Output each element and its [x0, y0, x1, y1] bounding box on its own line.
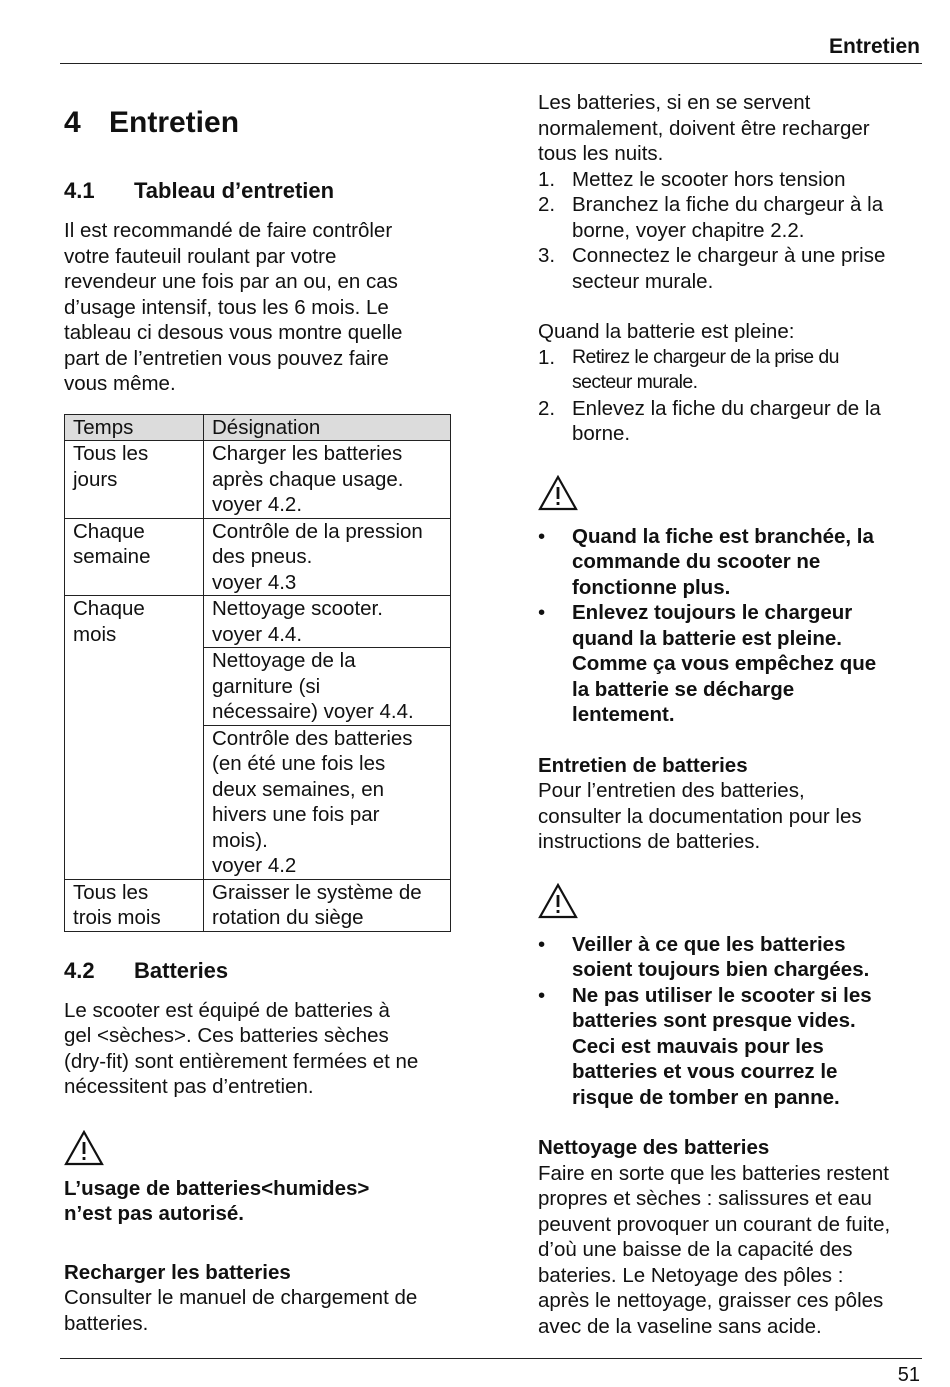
text-line: instructions de batteries. — [538, 830, 761, 853]
time-cell — [65, 596, 204, 880]
chapter-title — [64, 106, 464, 166]
cell-line: Chaque — [73, 519, 145, 543]
task-cell — [204, 648, 451, 726]
text-line: secteur murale. — [572, 371, 698, 393]
bullet-icon: • — [538, 983, 546, 1007]
battery-cleaning-heading: Nettoyage des batteries — [538, 1136, 770, 1159]
list-item — [538, 243, 923, 294]
text-line: peuvent provoquer un courant de fuite, — [538, 1212, 891, 1236]
text-line: Consulter le manuel de chargement de — [64, 1286, 418, 1309]
step-number: 1. — [538, 167, 556, 191]
text-line: Pour l’entretien des batteries, — [538, 779, 805, 802]
table-row — [65, 518, 451, 596]
section-4-1-heading — [64, 178, 464, 204]
time-cell — [65, 441, 204, 519]
text-line: Ne pas utiliser le scooter si les — [572, 983, 872, 1007]
table-header-row — [65, 414, 451, 441]
cell-line: Chaque — [73, 597, 145, 620]
cell-line: Graisser le système de — [212, 880, 422, 904]
text-line: Connectez le chargeur à une prise — [572, 244, 886, 267]
text-line: bateries. Le Netoyage des pôles : — [538, 1263, 844, 1287]
text-line: Veiller à ce que les batteries — [572, 932, 846, 956]
recharge-text — [64, 1285, 464, 1336]
table-row — [65, 441, 451, 519]
bullet-icon: • — [538, 601, 546, 624]
cell-line: deux semaines, en — [212, 777, 385, 801]
text-line: nécessitent pas d’entretien. — [64, 1075, 314, 1098]
text-line: batteries. — [64, 1311, 149, 1335]
text-line: fonctionne plus. — [572, 575, 731, 599]
warning-block — [64, 1130, 464, 1227]
cell-line: Contrôle des batteries — [212, 726, 413, 750]
list-item — [538, 396, 923, 447]
text-line: revendeur une fois par an ou, en cas — [64, 270, 398, 293]
list-item — [538, 524, 923, 601]
full-battery-steps — [538, 345, 923, 447]
header-rule — [60, 63, 922, 64]
cell-line: jours — [73, 467, 118, 491]
page-number: 51 — [897, 1364, 920, 1386]
section-4-2-heading — [64, 958, 464, 984]
bullet-icon: • — [538, 524, 546, 548]
list-item — [538, 932, 923, 983]
cell-line: voyer 4.4. — [212, 622, 303, 646]
recharge-heading: Recharger les batteries — [64, 1260, 291, 1284]
text-line: Les batteries, si en se servent — [538, 91, 811, 114]
text-line: risque de tomber en panne. — [572, 1085, 840, 1109]
text-line: Branchez la fiche du chargeur à la — [572, 193, 884, 216]
step-number: 2. — [538, 193, 556, 216]
cell-line: voyer 4.2 — [212, 854, 297, 877]
text-line: soient toujours bien chargées. — [572, 958, 870, 981]
table-row — [65, 879, 451, 931]
warning-triangle-icon — [64, 1130, 104, 1166]
list-item — [538, 167, 923, 193]
cell-line: Contrôle de la pression — [212, 519, 423, 543]
cell-line: Tous les — [73, 442, 149, 465]
cell-line: Nettoyage de la — [212, 649, 356, 672]
cell-line: voyer 4.3 — [212, 570, 297, 594]
task-cell — [204, 596, 451, 648]
right-column — [538, 90, 923, 1339]
cell-line: des pneus. — [212, 545, 313, 568]
text-line: Enlevez la fiche du chargeur de la — [572, 396, 881, 420]
text-line: tableau ci desous vous montre quelle — [64, 321, 403, 344]
text-line: n’est pas autorisé. — [64, 1202, 245, 1225]
text-line: consulter la documentation pour les — [538, 804, 862, 828]
text-line: Quand la fiche est branchée, la — [572, 524, 874, 548]
charging-steps — [538, 167, 923, 295]
text-line: d’où une baisse de la capacité des — [538, 1238, 853, 1261]
section-title: Batteries — [134, 957, 229, 983]
text-line: Enlevez toujours le chargeur — [572, 601, 853, 624]
text-line: Il est recommandé de faire contrôler — [64, 219, 393, 242]
text-line: tous les nuits. — [538, 142, 664, 165]
bullet-icon: • — [538, 932, 546, 956]
text-line: batteries et vous courrez le — [572, 1060, 838, 1083]
text-line: Ceci est mauvais pour les — [572, 1034, 824, 1058]
cell-line: mois). — [212, 828, 268, 852]
running-header: Entretien — [828, 35, 920, 58]
list-item — [538, 983, 923, 1111]
cell-line: semaine — [73, 545, 151, 568]
text-line: secteur murale. — [572, 269, 714, 293]
text-line: d’usage intensif, tous les 6 mois. Le — [64, 295, 389, 319]
text-line: Retirez le chargeur de la prise du — [572, 345, 839, 368]
column-header-designation: Désignation — [204, 414, 451, 441]
text-line: lentement. — [572, 703, 675, 726]
cell-line: hivers une fois par — [212, 803, 380, 826]
warning-triangle-icon — [538, 475, 578, 511]
cell-line: après chaque usage. — [212, 467, 404, 491]
step-number: 2. — [538, 396, 556, 420]
cell-line: Tous les — [73, 880, 149, 904]
cell-line: Nettoyage scooter. — [212, 597, 383, 620]
table-row — [65, 596, 451, 648]
text-line: gel <sèches>. Ces batteries sèches — [64, 1024, 389, 1047]
text-line: avec de la vaseline sans acide. — [538, 1314, 822, 1338]
text-line: propres et sèches : salissures et eau — [538, 1187, 872, 1210]
text-line: (dry-fit) sont entièrement fermées et ne — [64, 1049, 419, 1073]
footer-rule — [60, 1358, 922, 1359]
section-4-2-intro — [64, 998, 464, 1100]
text-line: vous même. — [64, 372, 176, 395]
cell-line: garniture (si — [212, 674, 321, 698]
cell-line: trois mois — [73, 906, 161, 929]
charging-warning-list — [538, 524, 923, 728]
cell-line: mois — [73, 622, 117, 646]
battery-care-heading: Entretien de batteries — [538, 753, 748, 777]
task-cell — [204, 879, 451, 931]
text-line: batteries sont presque vides. — [572, 1009, 856, 1032]
text-line: normalement, doivent être recharger — [538, 116, 870, 140]
chapter-title-text: Entretien — [109, 106, 240, 139]
section-4-1-intro — [64, 218, 464, 397]
battery-care-text — [538, 778, 923, 855]
full-battery-label: Quand la batterie est pleine: — [538, 320, 795, 343]
text-line: Comme ça vous empêchez que — [572, 652, 877, 675]
text-line: L’usage de batteries<humides> — [64, 1176, 370, 1200]
task-cell — [204, 441, 451, 519]
step-number: 1. — [538, 345, 556, 369]
text-line: commande du scooter ne — [572, 550, 821, 573]
time-cell — [65, 879, 204, 931]
time-cell — [65, 518, 204, 596]
list-item — [538, 345, 923, 396]
list-item — [538, 600, 923, 728]
section-number: 4.1 — [64, 178, 95, 203]
cell-line: voyer 4.2. — [212, 493, 303, 516]
list-item — [538, 192, 923, 243]
maintenance-table — [64, 414, 451, 932]
text-line: Mettez le scooter hors tension — [572, 167, 846, 191]
section-title: Tableau d’entretien — [134, 178, 335, 203]
text-line: Le scooter est équipé de batteries à — [64, 998, 390, 1022]
step-number: 3. — [538, 244, 556, 267]
text-line: part de l’entretien vous pouvez faire — [64, 346, 389, 370]
cell-line: Charger les batteries — [212, 442, 403, 465]
warning-text — [64, 1176, 464, 1227]
battery-warning-list — [538, 932, 923, 1111]
task-cell — [204, 725, 451, 879]
charging-intro — [538, 90, 923, 167]
text-line: quand la batterie est pleine. — [572, 626, 842, 650]
section-number: 4.2 — [64, 957, 95, 983]
column-header-time: Temps — [65, 414, 204, 441]
cell-line: (en été une fois les — [212, 752, 386, 775]
chapter-number: 4 — [64, 106, 81, 139]
cell-line: nécessaire) voyer 4.4. — [212, 700, 414, 723]
cell-line: rotation du siège — [212, 906, 364, 929]
warning-triangle-icon — [538, 883, 578, 919]
left-column — [64, 100, 464, 1336]
text-line: après le nettoyage, graisser ces pôles — [538, 1289, 884, 1312]
text-line: borne, voyer chapitre 2.2. — [572, 218, 805, 242]
task-cell — [204, 518, 451, 596]
text-line: la batterie se décharge — [572, 677, 795, 701]
text-line: Faire en sorte que les batteries restent — [538, 1161, 889, 1185]
text-line: votre fauteuil roulant par votre — [64, 244, 337, 268]
text-line: borne. — [572, 422, 631, 445]
battery-cleaning-text — [538, 1161, 923, 1340]
